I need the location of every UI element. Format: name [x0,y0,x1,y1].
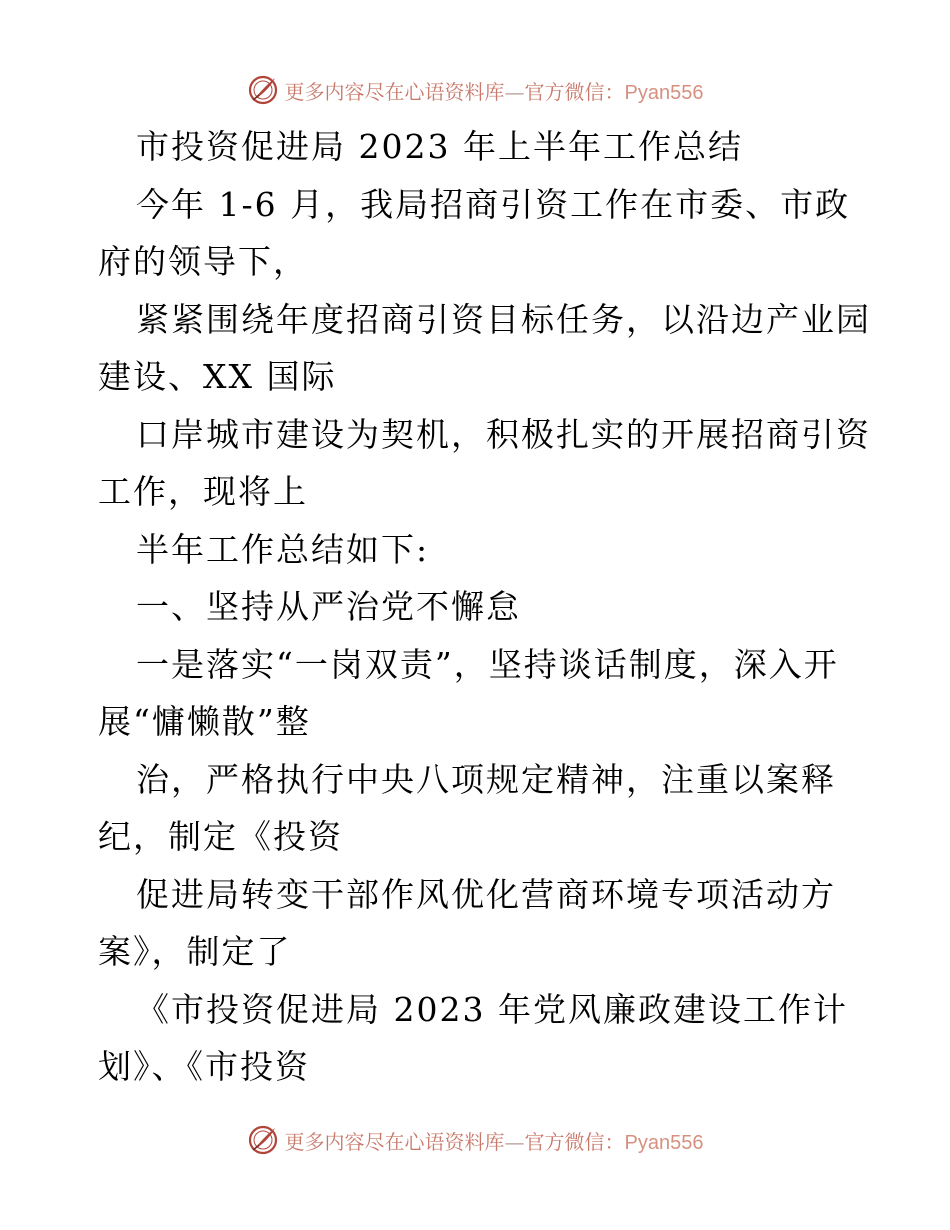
paragraph-line: 紧紧围绕年度招商引资目标任务，以沿边产业园 [136,299,871,339]
paragraph-line: 今年 1-6 月，我局招商引资工作在市委、市政 [136,184,851,224]
watermark-content [247,74,704,106]
watermark-wechat-id: Pyan556 [624,81,704,104]
paragraph-line: 建设、XX 国际 [98,357,337,396]
paragraph-line: 案》，制定了 [98,932,292,971]
paragraph-line: 工作，现将上 [98,472,308,511]
watermark-slogan: 更多内容尽在心语资料库 [284,79,505,104]
watermark-official-label: 官方微信： [524,79,625,104]
watermark-text [285,76,704,105]
paragraph-line: 《市投资促进局 2023 年党风廉政建设工作计 [136,989,848,1029]
feather-pen-seal-icon [247,74,279,106]
paragraph-line: 半年工作总结如下: [136,529,430,569]
paragraph-line: 口岸城市建设为契机，积极扎实的开展招商引资 [136,414,871,454]
watermark-text [285,1126,704,1155]
watermark-slogan: 更多内容尽在心语资料库 [284,1129,505,1154]
watermark-content [247,1124,704,1156]
document-title: 市投资促进局 2023 年上半年工作总结 [136,127,743,166]
paragraph-line: 促进局转变干部作风优化营商环境专项活动方 [136,874,836,914]
paragraph-line: 府的领导下， [98,242,308,281]
feather-pen-seal-icon [247,1124,279,1156]
header-watermark-banner [0,70,950,110]
document-body [98,118,871,1096]
watermark-wechat-id: Pyan556 [624,1131,704,1154]
watermark-official-label: 官方微信： [524,1129,625,1154]
footer-watermark-banner [0,1120,950,1160]
paragraph-line: 一是落实“一岗双责”，坚持谈话制度，深入开 [136,644,839,684]
watermark-separator: — [504,79,525,104]
watermark-separator: — [504,1129,525,1154]
paragraph-line: 划》、《市投资 [98,1047,310,1086]
paragraph-line: 治，严格执行中央八项规定精神，注重以案释 [136,759,836,799]
paragraph-line: 展“慵懒散”整 [98,702,311,741]
paragraph-line: 纪，制定《投资 [98,817,343,856]
section-heading: 一、坚持从严治党不懈怠 [136,587,521,626]
